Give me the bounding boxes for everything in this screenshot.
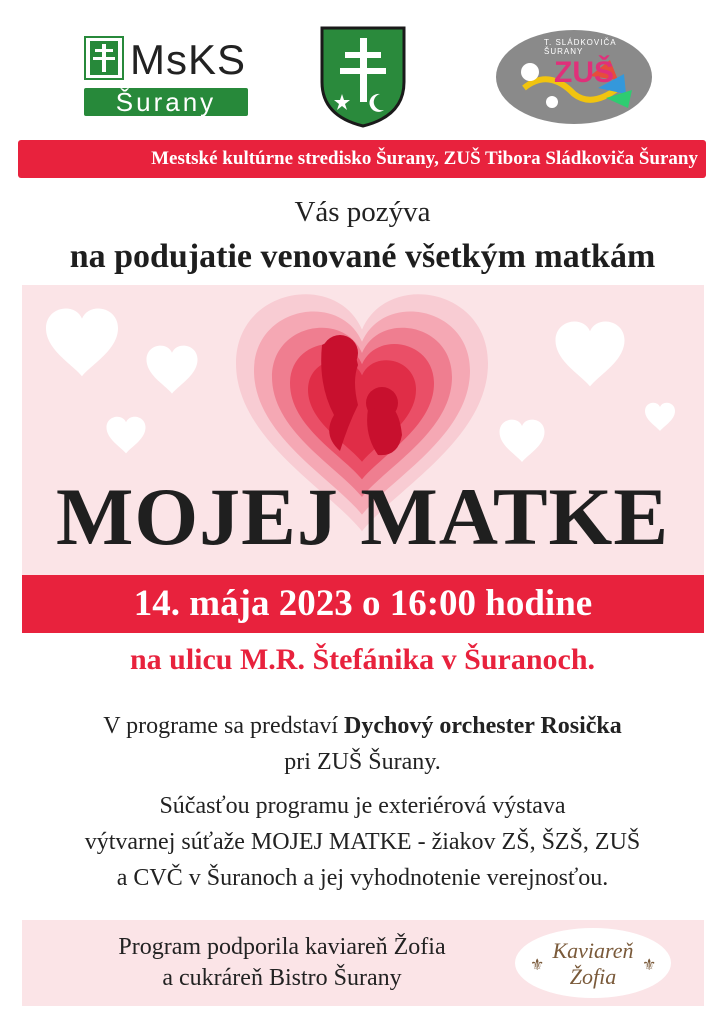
program-paragraph: [0, 708, 725, 780]
heart-icon: [556, 322, 625, 387]
sponsor-line-2: a cukráreň Bistro Šurany: [162, 965, 402, 991]
svg-text:⚜: ⚜: [530, 955, 545, 974]
organizers-text: Mestské kultúrne stredisko Šurany, ZUŠ Tibora Sládkoviča Šurany: [151, 148, 698, 169]
heart-icon: [46, 308, 118, 376]
exhibition-line-1: Súčasťou programu je exteriérová výstava: [159, 793, 566, 819]
heart-icon: [107, 417, 146, 454]
sponsor-line-1: Program podporila kaviareň Žofia: [118, 934, 446, 960]
msks-wordmark: MsKS: [130, 36, 247, 83]
program-line-prefix: V programe sa predstaví: [103, 713, 345, 739]
exhibition-line-2: výtvarnej súťaže MOJEJ MATKE - žiakov ZŠ, ŠZŠ, ZUŠ: [84, 829, 641, 855]
event-description: na podujatie venované všetkým matkám: [69, 238, 656, 275]
heart-icon: [500, 420, 545, 462]
organizers-banner: [18, 140, 706, 178]
cafe-logo-line-2: Žofia: [569, 964, 617, 989]
sponsors-footer: [22, 920, 704, 1006]
event-location: na ulicu M.R. Štefánika v Šuranoch.: [129, 643, 596, 676]
invite-heading: Vás pozýva: [294, 196, 431, 228]
city-crest-icon: [318, 24, 408, 128]
heart-icon: [147, 346, 198, 394]
msks-logo: [84, 36, 248, 116]
event-date-time: 14. mája 2023 o 16:00 hodine: [133, 583, 593, 624]
heart-icon: [645, 403, 675, 431]
zus-wordmark: ZUŠ: [554, 56, 614, 89]
date-banner: [22, 575, 704, 633]
exhibition-paragraph: [0, 788, 725, 896]
sponsors-text: [22, 932, 545, 994]
msks-crest-icon: [84, 36, 124, 80]
event-title: MOJEJ MATKE: [55, 471, 670, 562]
svg-text:⚜: ⚜: [642, 955, 657, 974]
exhibition-line-3: a CVČ v Šuranoch a jej vyhodnotenie verejnosťou.: [116, 865, 609, 891]
cafe-logo: [512, 926, 674, 1000]
cafe-logo-line-1: Kaviareň: [552, 938, 634, 963]
msks-city-label: Šurany: [84, 88, 248, 116]
zus-logo: [494, 28, 654, 126]
program-line-2: pri ZUŠ Šurany.: [284, 749, 441, 775]
zus-ring-text: T. SLÁDKOVIČA ŠURANY: [544, 38, 617, 56]
orchestra-name: Dychový orchester Rosička: [344, 713, 622, 739]
program-line: [0, 708, 725, 744]
